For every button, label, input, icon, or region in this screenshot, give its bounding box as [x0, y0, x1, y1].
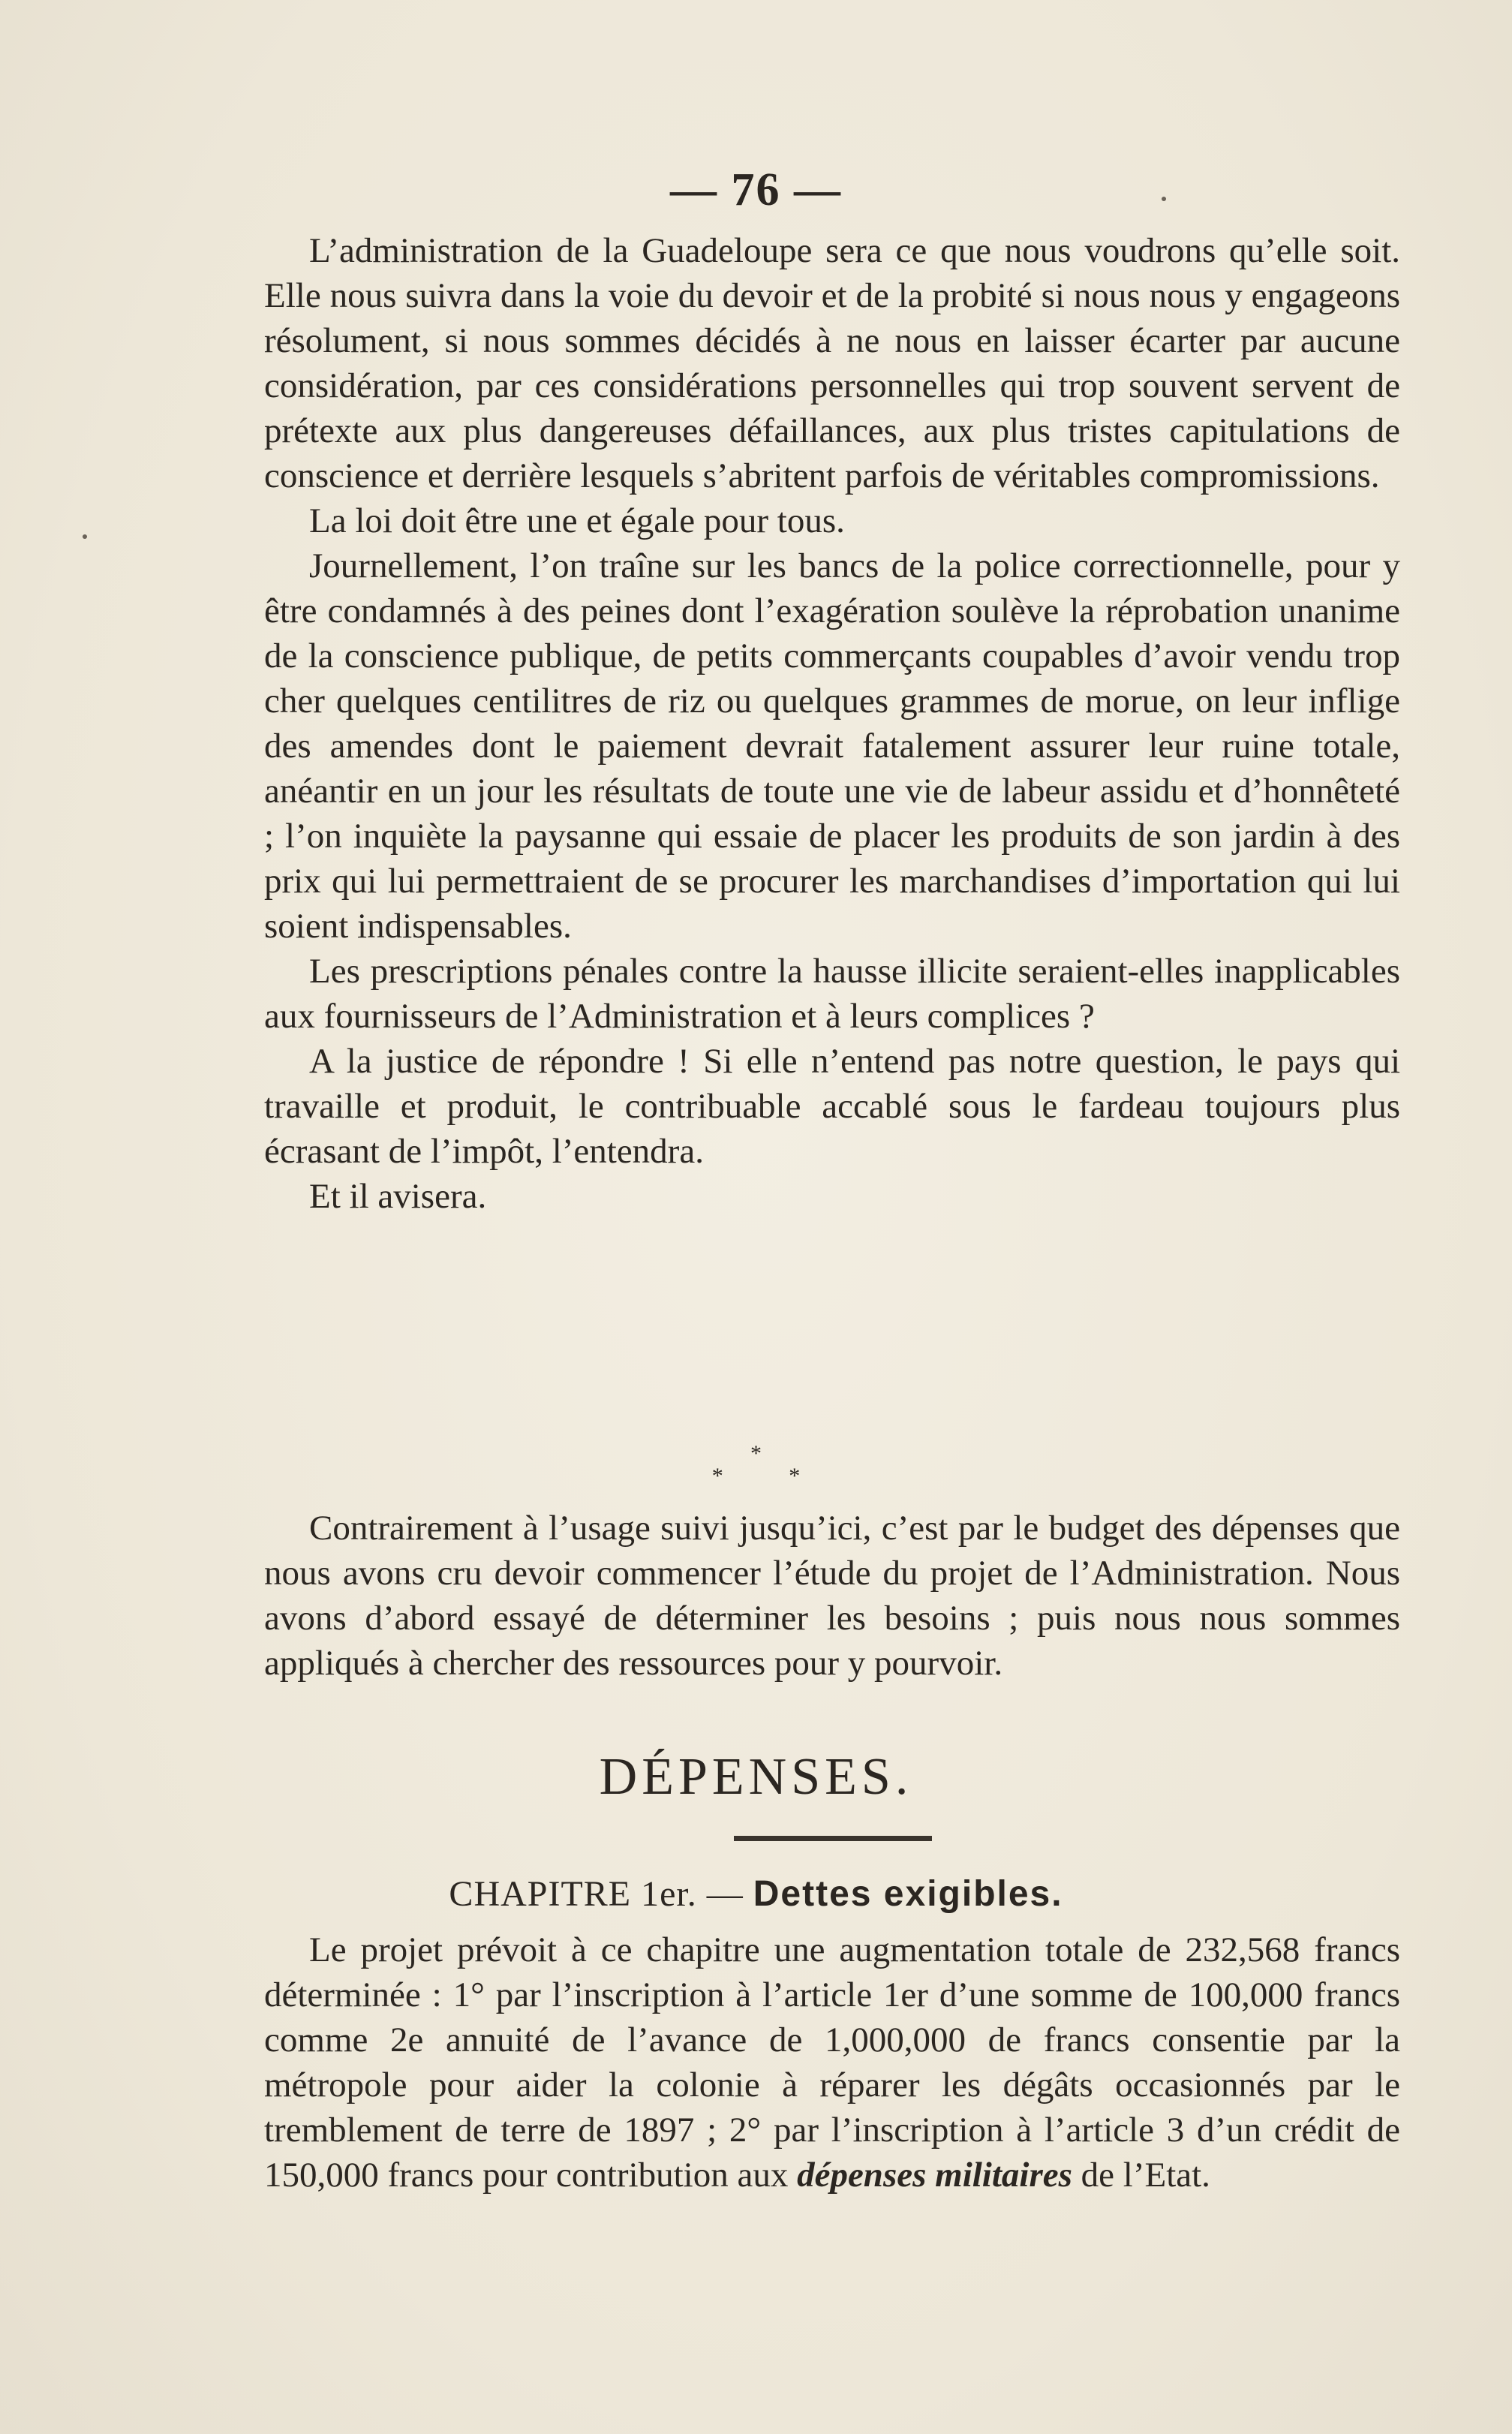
paragraph-text: Le projet prévoit à ce chapitre une augmentation totale de 232,568 francs déterminée : 1° par l’inscription à l’article 1er d’une somme de 100,000 francs comme 2e annuité de l’avance de 1,000,000 de francs consentie par la métropole pour aider la colonie à réparer les dégâts occasionnés par le tremblement de terre de 1897 ; 2° par l’inscription à l’article 3 d’un crédit de 150,000 francs pour contribution aux [264, 1930, 1400, 2195]
body-text-block-3 [264, 1927, 1400, 2198]
emphasized-text: dépenses militaires [797, 2156, 1072, 2195]
chapter-heading [0, 1873, 1512, 1915]
chapter-title: Dettes exigibles. [753, 1874, 1063, 1914]
asterism-bottom-stars: * * [711, 1464, 831, 1488]
paragraph [264, 1927, 1400, 2198]
paper-speck [83, 534, 87, 539]
body-text-block-2 [264, 1506, 1400, 1686]
paragraph: La loi doit être une et égale pour tous. [309, 501, 845, 540]
asterism-separator [0, 1443, 1512, 1488]
asterism-top-star: * [750, 1441, 762, 1466]
paragraph: L’administration de la Guadeloupe sera ce que nous voudrons qu’elle soit. Elle nous suivra dans la voie du devoir et de la probité si nous nous y engageons résolument, si nous sommes décidés à ne nous en laisser écarter par aucune considération, par ces considérations personnelles qui trop souvent servent de prétexte aux plus dangereuses défaillances, aux plus tristes capitulations de conscience et derrière lesquels s’abritent parfois de véritables compromissions. [264, 231, 1400, 495]
paragraph: Contrairement à l’usage suivi jusqu’ici, c’est par le budget des dépenses que nous avons cru devoir commencer l’étude du projet de l’Administration. Nous avons d’abord essayé de déterminer les besoins ; puis nous nous sommes appliqués à chercher des ressources pour y pourvoir. [264, 1509, 1400, 1683]
paragraph: A la justice de répondre ! Si elle n’entend pas notre question, le pays qui travaille et produit, le contribuable accablé sous le fardeau toujours plus écrasant de l’impôt, l’entendra. [264, 1042, 1400, 1171]
paper-speck [1162, 197, 1166, 201]
paragraph-text-end: de l’Etat. [1072, 2156, 1210, 2195]
chapter-label: CHAPITRE 1er. — [449, 1874, 753, 1914]
paragraph: Et il avisera. [309, 1177, 487, 1216]
body-text-block-1 [264, 228, 1400, 1219]
paragraph: Journellement, l’on traîne sur les bancs de la police correctionnelle, pour y être condamnés à des peines dont l’exagération soulève la réprobation unanime de la conscience publique, de petits commerçants coupables d’avoir vendu trop cher quelques centilitres de riz ou quelques grammes de morue, on leur inflige des amendes dont le paiement devrait fatalement assurer leur ruine totale, anéantir en un jour les résultats de toute une vie de labeur assidu et d’honnêteté ; l’on inquiète la paysanne qui essaie de placer les produits de son jardin à des prix qui lui permettraient de se procurer les marchandises d’importation qui lui soient indispensables. [264, 546, 1400, 946]
section-rule-divider [734, 1836, 932, 1841]
page-number: — 76 — [670, 164, 842, 215]
paragraph: Les prescriptions pénales contre la hausse illicite seraient-elles inapplicables aux fournisseurs de l’Administration et à leurs complices ? [264, 952, 1400, 1036]
section-title: DÉPENSES. [599, 1748, 913, 1806]
